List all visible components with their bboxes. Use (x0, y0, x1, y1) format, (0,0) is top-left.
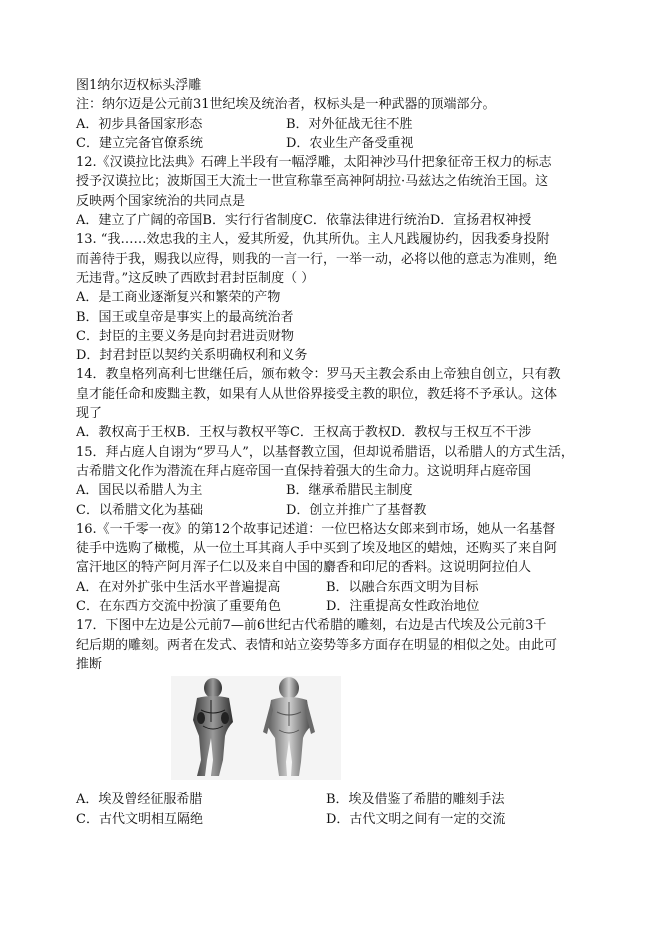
exam-page (76, 76, 606, 829)
q13-option-d[interactable]: D．封君封臣以契约关系明确权利和义务 (76, 348, 308, 364)
q11-option-d[interactable]: D．农业生产备受重视 (286, 135, 414, 151)
q12-stem-line: 授予汉谟拉比；波斯国王大流士一世宣称靠至高神阿胡拉·马兹达之佑统治王国。这 (76, 174, 549, 190)
q15-options-row-1 (76, 481, 606, 500)
q13-option-b[interactable]: B．国王或皇帝是事实上的最高统治者 (76, 309, 294, 325)
q16-option-d[interactable]: D．注重提高女性政治地位 (326, 599, 480, 615)
q16-options-row-2 (76, 597, 606, 616)
q17-option-b[interactable]: B．埃及借鉴了希腊的雕刻手法 (326, 792, 505, 808)
q14-stem-line: 皇才能任命和废黜主教，如果有人从世俗界接受主教的职位，教廷将不予承认。这体 (76, 386, 558, 402)
q11-option-a[interactable]: A．初步具备国家形态 (76, 116, 203, 132)
q13-stem-line: 13. “我……效忠我的主人，爱其所爱，仇其所仇。主人凡践履协约，因我委身投附 (76, 232, 550, 248)
q13-option-a[interactable]: A．是工商业逐渐复兴和繁荣的产物 (76, 290, 281, 306)
q16-stem-line: 16.《一千零一夜》的第12个故事记述道：一位巴格达女郎来到市场，她从一名基督 (76, 521, 556, 537)
q16-stem-line: 徒手中选购了橄榄，从一位土耳其商人手中买到了埃及地区的蜡烛，还购买了来自阿 (76, 541, 558, 557)
q17-options-row-2 (76, 810, 606, 829)
q13-stem-line: 而善待于我，赐我以应得，则我的一言一行，一举一动，必将以他的意志为准则，绝 (76, 251, 558, 267)
q16-options-row-1 (76, 578, 606, 597)
q15-option-c[interactable]: C．以希腊文化为基础 (76, 502, 203, 518)
q12-stem-line: 反映两个国家统治的共同点是 (76, 193, 246, 209)
q17-option-d[interactable]: D．古代文明之间有一定的交流 (326, 811, 506, 827)
q16-option-b[interactable]: B．以融合东西文明为目标 (326, 579, 479, 595)
q15-stem-line: 15．拜占庭人自诩为“罗马人”，以基督教立国，但却说希腊语，以希腊人的方式生活， (76, 444, 574, 460)
sculpture-comparison-image (171, 676, 341, 780)
q12-options[interactable]: A．建立了广阔的帝国B．实行行省制度C．依靠法律进行统治D．宣扬君权神授 (76, 213, 532, 229)
q14-stem-line: 现了 (76, 406, 103, 422)
q11-option-b[interactable]: B．对外征战无往不胜 (286, 116, 413, 132)
q11-options-row-1 (76, 115, 606, 134)
figure-caption: 图1纳尔迈权标头浮雕 (76, 78, 202, 93)
q16-option-c[interactable]: C．在东西方交流中扮演了重要角色 (76, 599, 281, 615)
q16-stem-line: 富汗地区的特产阿月浑子仁以及来自中国的麝香和印尼的香料。这说明阿拉伯人 (76, 560, 532, 576)
q16-option-a[interactable]: A．在对外扩张中生活水平普遍提高 (76, 579, 281, 595)
q15-option-a[interactable]: A．国民以希腊人为主 (76, 483, 203, 499)
q13-option-c[interactable]: C．封臣的主要义务是向封君进贡财物 (76, 328, 294, 344)
q11-option-c[interactable]: C．建立完备官僚系统 (76, 135, 203, 151)
q15-option-b[interactable]: B．继承希腊民主制度 (286, 483, 413, 499)
figure-note: 注：纳尔迈是公元前31世纪埃及统治者，权标头是一种武器的顶端部分。 (76, 97, 496, 113)
q14-stem-line: 14．教皇格列高利七世继任后，颁布敕令：罗马天主教会系由上帝独自创立，只有教 (76, 367, 561, 383)
q17-stem-line: 17．下图中左边是公元前7—前6世纪古代希腊的雕刻，右边是古代埃及公元前3千 (76, 618, 547, 634)
q17-option-c[interactable]: C．古代文明相互隔绝 (76, 811, 203, 827)
q13-stem-line: 无违背。”这反映了西欧封君封臣制度（ ） (76, 270, 315, 286)
q15-stem-line: 古希腊文化作为潜流在拜占庭帝国一直保持着强大的生命力。这说明拜占庭帝国 (76, 463, 532, 479)
q17-stem-line: 纪后期的雕刻。两者在发式、表情和站立姿势等多方面存在明显的相似之处。由此可 (76, 637, 558, 653)
q15-option-d[interactable]: D．创立并推广了基督教 (286, 502, 427, 518)
q14-options[interactable]: A．教权高于王权B．王权与教权平等C．王权高于教权D．教权与王权互不干涉 (76, 425, 532, 441)
q15-options-row-2 (76, 501, 606, 520)
sculpture-figure (76, 676, 606, 780)
q12-stem-line: 12.《汉谟拉比法典》石碑上半段有一幅浮雕，太阳神沙马什把象征帝王权力的标志 (76, 155, 552, 171)
q17-option-a[interactable]: A．埃及曾经征服希腊 (76, 792, 203, 808)
q17-options-row-1 (76, 790, 606, 809)
q17-stem-line: 推断 (76, 656, 103, 672)
q11-options-row-2 (76, 134, 606, 153)
